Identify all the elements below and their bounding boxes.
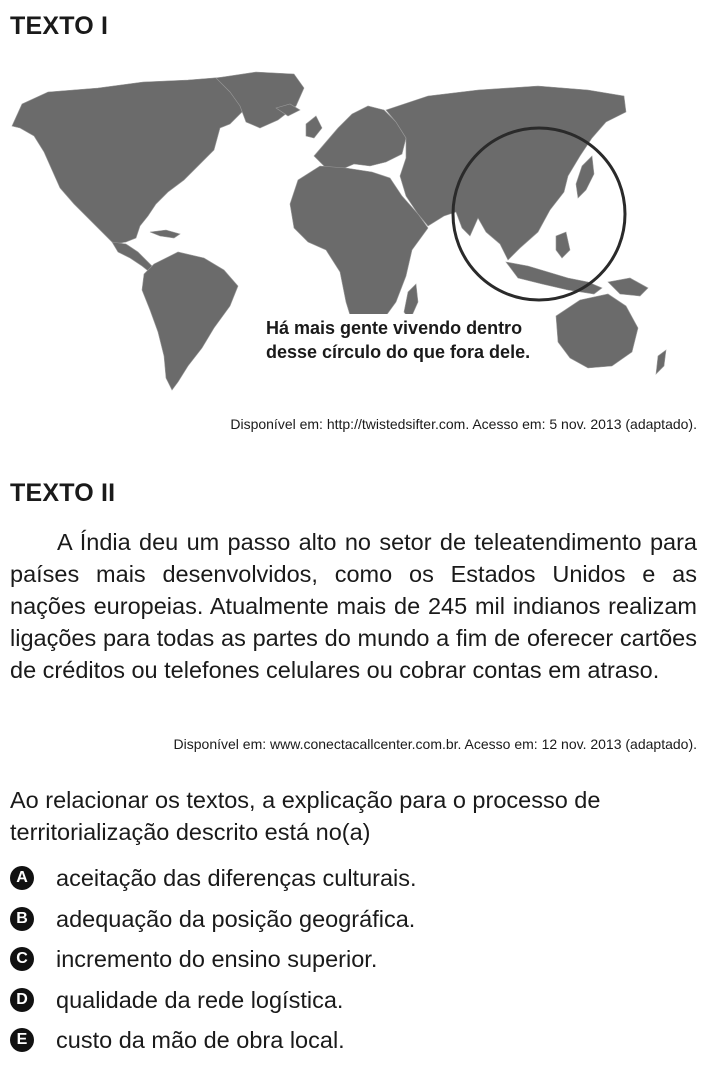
world-map: [8, 66, 700, 398]
option-e-text: custo da mão de obra local.: [56, 1027, 345, 1053]
map-caption-line2: desse círculo do que fora dele.: [266, 342, 531, 362]
option-a[interactable]: [10, 862, 417, 903]
option-c[interactable]: [10, 943, 417, 984]
option-a-text: aceitação das diferenças culturais.: [56, 865, 417, 891]
option-a-letter-badge: A: [10, 866, 34, 890]
texto-1-source: Disponível em: http://twistedsifter.com. Acesso em: 5 nov. 2013 (adaptado).: [230, 416, 697, 432]
question-stem: Ao relacionar os textos, a explicação para o processo de territorialização descrito está no(a): [10, 787, 601, 845]
map-caption-line1: Há mais gente vivendo dentro: [266, 318, 523, 338]
option-c-text: incremento do ensino superior.: [56, 946, 378, 972]
world-map-graphic: [8, 66, 700, 398]
option-d[interactable]: [10, 984, 417, 1025]
option-d-text: qualidade da rede logística.: [56, 986, 344, 1013]
option-d-letter-badge: D: [10, 988, 34, 1012]
answer-options: [10, 862, 417, 1065]
option-b[interactable]: [10, 903, 417, 944]
texto-1-heading: TEXTO I: [10, 12, 109, 40]
option-e[interactable]: [10, 1024, 417, 1065]
option-b-text: adequação da posição geográfica.: [56, 905, 416, 932]
texto-2-heading: TEXTO II: [10, 479, 116, 507]
texto-2-source: Disponível em: www.conectacallcenter.com.br. Acesso em: 12 nov. 2013 (adaptado).: [173, 736, 697, 752]
option-e-letter-badge: E: [10, 1028, 34, 1052]
option-c-letter-badge: C: [10, 947, 34, 971]
option-b-letter-badge: B: [10, 907, 34, 931]
texto-2-paragraph: A Índia deu um passo alto no setor de teleatendimento para países mais desenvolvidos, como os Estados Unidos e as nações europeias. Atualmente mais de 245 mil indianos realizam ligações para todas as partes do mundo a fim de oferecer cartões de créditos ou telefones celulares ou cobrar contas em atraso.: [10, 529, 697, 683]
